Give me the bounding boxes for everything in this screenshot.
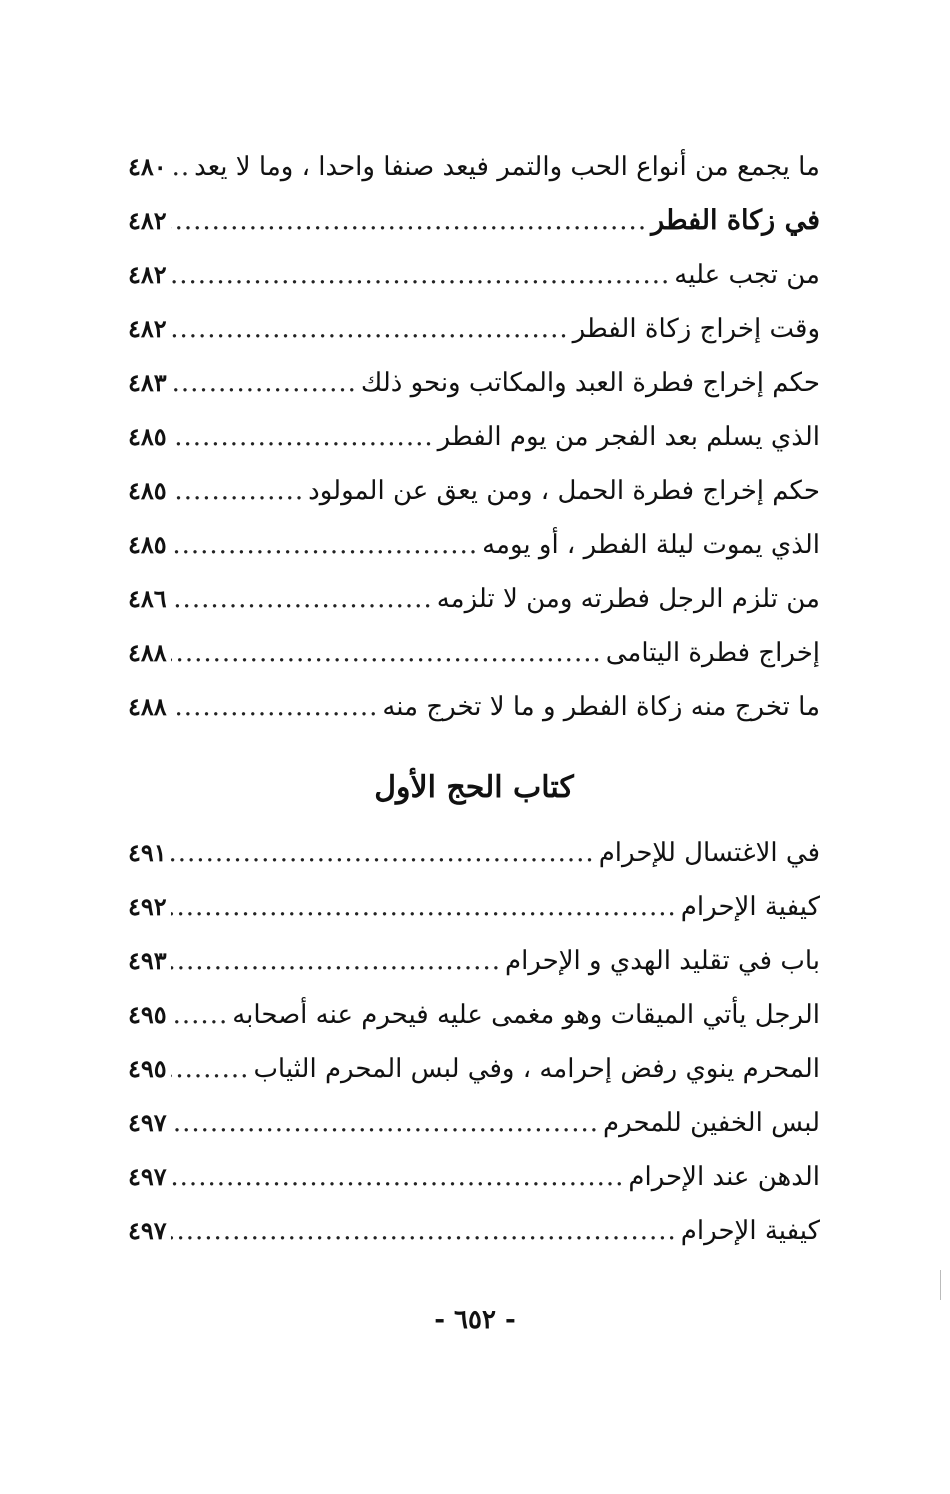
toc-entry-title: حكم إخراج فطرة الحمل ، ومن يعق عن المولود: [308, 476, 820, 506]
toc-entry-title: ما تخرج منه زكاة الفطر و ما لا تخرج منه: [382, 692, 820, 722]
toc-entry-page: ٤٩٧: [128, 1216, 167, 1245]
dot-leader: [171, 572, 433, 626]
toc-entry-title: كيفية الإحرام: [680, 892, 820, 922]
toc-entry-page: ٤٨٥: [128, 476, 167, 505]
toc-entry: [128, 934, 820, 988]
toc-entry-page: ٤٨٨: [128, 692, 167, 721]
dot-leader: [171, 880, 677, 934]
toc-entry: [128, 988, 820, 1042]
toc-entry-title: في زكاة الفطر: [651, 205, 820, 236]
toc-entry-page: ٤٨٢: [128, 314, 167, 343]
dot-leader: [171, 934, 501, 988]
toc-entry-title: من تلزم الرجل فطرته ومن لا تلزمه: [436, 584, 820, 614]
toc-entry-title: إخراج فطرة اليتامى: [605, 638, 820, 668]
toc-entry-page: ٤٩٧: [128, 1108, 167, 1137]
toc-entry-page: ٤٩٢: [128, 892, 167, 921]
toc-entry-page: ٤٨٥: [128, 422, 167, 451]
toc-entry-page: ٤٨٥: [128, 530, 167, 559]
toc-entry: [128, 572, 820, 626]
toc-entry-title: وقت إخراج زكاة الفطر: [572, 314, 820, 344]
toc-entry-title: لبس الخفين للمحرم: [603, 1108, 820, 1138]
toc-entry-page: ٤٩٥: [128, 1000, 167, 1029]
toc-entry: [128, 140, 820, 194]
dot-leader: [171, 626, 602, 680]
toc-entry-page: ٤٩٥: [128, 1054, 167, 1083]
toc-entry-title: الذي يموت ليلة الفطر ، أو يومه: [482, 530, 820, 560]
toc-entry-title: الذي يسلم بعد الفجر من يوم الفطر: [437, 422, 820, 452]
toc-entry-title: في الاغتسال للإحرام: [598, 838, 820, 868]
dot-leader: [171, 1042, 250, 1096]
dot-leader: [171, 988, 229, 1042]
toc-entry-page: ٤٨٦: [128, 584, 167, 613]
toc-entry-page: ٤٨٠: [128, 152, 167, 181]
toc-entry-page: ٤٩٣: [128, 946, 167, 975]
scan-edge-mark: [940, 1270, 941, 1300]
dot-leader: [171, 680, 379, 734]
page-number: - ٦٥٢ -: [434, 1305, 516, 1335]
toc-section-zakat: [128, 140, 820, 734]
toc-entry-title: كيفية الإحرام: [680, 1216, 820, 1246]
dot-leader: [171, 1204, 677, 1258]
toc-entry-page: ٤٨٢: [128, 206, 167, 235]
dot-leader: [171, 826, 595, 880]
toc-entry-page: ٤٨٢: [128, 260, 167, 289]
toc-entry: [128, 464, 820, 518]
toc-entry: [128, 518, 820, 572]
toc-entry: [128, 410, 820, 464]
toc-entry: [128, 1204, 820, 1258]
toc-entry-title: باب في تقليد الهدي و الإحرام: [504, 946, 820, 976]
dot-leader: [171, 194, 647, 248]
dot-leader: [171, 464, 304, 518]
toc-entry-page: ٤٩٧: [128, 1162, 167, 1191]
toc-entry: [128, 1096, 820, 1150]
toc-entry: [128, 826, 820, 880]
toc-entry: [128, 302, 820, 356]
dot-leader: [171, 356, 357, 410]
toc-entry-title: المحرم ينوي رفض إحرامه ، وفي لبس المحرم الثياب: [253, 1054, 820, 1084]
toc-entry-page: ٤٨٣: [128, 368, 167, 397]
toc-entry: [128, 880, 820, 934]
toc-entry-title: الدهن عند الإحرام: [628, 1162, 820, 1192]
toc-entry-title: حكم إخراج فطرة العبد والمكاتب ونحو ذلك: [360, 368, 820, 398]
toc-entry: [128, 626, 820, 680]
dot-leader: [171, 1150, 625, 1204]
toc-entry: [128, 356, 820, 410]
toc-entry-page: ٤٨٨: [128, 638, 167, 667]
toc-entry-title: من تجب عليه: [674, 260, 820, 290]
toc-entry-title: ما يجمع من أنواع الحب والتمر فيعد صنفا واحدا ، وما لا يعد: [194, 152, 820, 182]
toc-entry: [128, 1150, 820, 1204]
toc-section-hajj: [128, 826, 820, 1258]
toc-entry: [128, 194, 820, 248]
toc-entry-title: الرجل يأتي الميقات وهو مغمى عليه فيحرم عنه أصحابه: [232, 1000, 820, 1030]
toc-entry: [128, 680, 820, 734]
dot-leader: [171, 140, 190, 194]
dot-leader: [171, 410, 434, 464]
dot-leader: [171, 1096, 599, 1150]
toc-entry-page: ٤٩١: [128, 838, 167, 867]
dot-leader: [171, 518, 478, 572]
toc-entry: [128, 248, 820, 302]
dot-leader: [171, 302, 569, 356]
toc-entry: [128, 1042, 820, 1096]
dot-leader: [171, 248, 671, 302]
section-heading: كتاب الحج الأول: [374, 770, 574, 805]
